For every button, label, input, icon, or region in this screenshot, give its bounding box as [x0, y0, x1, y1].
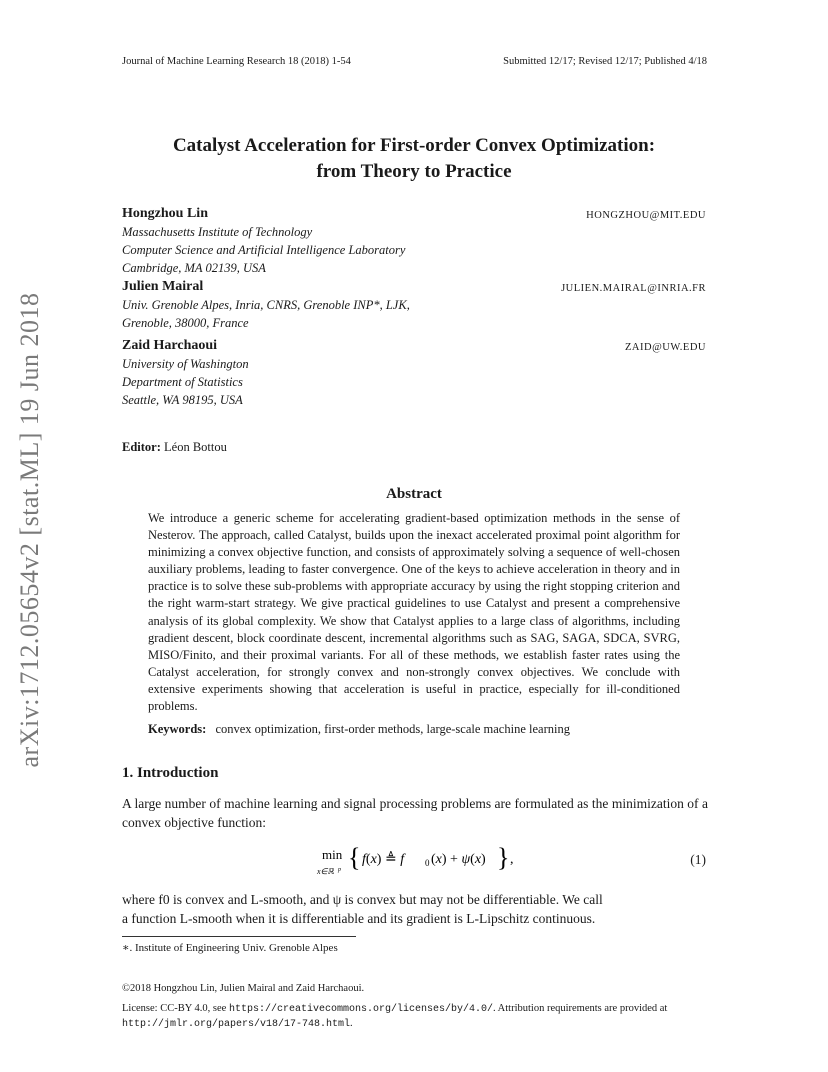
- after-equation-line-2: a function L-smooth when it is differentiable and its gradient is L-Lipschitz continuous.: [122, 911, 596, 926]
- abstract-heading: Abstract: [386, 486, 442, 502]
- affiliation-line: Cambridge, MA 02139, USA: [122, 261, 266, 275]
- svg-text:x∈ℝ: x∈ℝ: [317, 867, 334, 876]
- paper-link[interactable]: http://jmlr.org/papers/v18/17-748.html: [122, 1019, 351, 1030]
- arxiv-sidebar: [4, 285, 56, 775]
- author-email[interactable]: JULIEN.MAIRAL@INRIA.FR: [561, 283, 706, 294]
- svg-text:,: ,: [510, 852, 514, 867]
- affiliation-line: Seattle, WA 98195, USA: [122, 393, 243, 407]
- author-name: Julien Mairal: [122, 279, 204, 294]
- author-affiliation: [122, 223, 405, 277]
- affiliation-line: Univ. Grenoble Alpes, Inria, CNRS, Grenoble INP*, LJK,: [122, 298, 410, 312]
- svg-text:{: {: [348, 846, 361, 872]
- intro-paragraph: A large number of machine learning and signal processing problems are formulated as the minimization of a convex objective function:: [122, 796, 708, 830]
- keywords-text: convex optimization, first-order methods, large-scale machine learning: [215, 722, 570, 736]
- license-prefix: License: CC-BY 4.0, see: [122, 1003, 229, 1014]
- equation-number: (1): [690, 852, 706, 867]
- license-notice: [122, 1002, 712, 1032]
- author-email[interactable]: HONGZHOU@MIT.EDU: [586, 210, 706, 221]
- svg-text:min: min: [322, 847, 343, 862]
- journal-header: Journal of Machine Learning Research 18 (2018) 1-54: [122, 56, 351, 67]
- author-affiliation: [122, 296, 410, 332]
- editor-name: Léon Bottou: [164, 440, 227, 454]
- affiliation-line: Massachusetts Institute of Technology: [122, 225, 313, 239]
- title-line-2: from Theory to Practice: [316, 161, 512, 182]
- affiliation-line: Department of Statistics: [122, 375, 243, 389]
- after-equation-line-1: where f0 is convex and L-smooth, and ψ is convex but may not be differentiable. We call: [122, 892, 603, 907]
- footnote-rule: [122, 936, 356, 937]
- editor-label: Editor:: [122, 440, 161, 454]
- keywords-line: [148, 722, 570, 737]
- footnote: ∗. Institute of Engineering Univ. Grenoble Alpes: [122, 942, 338, 954]
- editor-line: [122, 440, 227, 455]
- author-block-3: [122, 338, 249, 409]
- svg-text:(x) + ψ(x): (x) + ψ(x): [431, 852, 486, 867]
- author-name: Hongzhou Lin: [122, 206, 208, 221]
- copyright-notice: ©2018 Hongzhou Lin, Julien Mairal and Zaid Harchaoui.: [122, 983, 365, 994]
- author-block-1: [122, 206, 405, 277]
- author-block-2: [122, 279, 410, 332]
- svg-text:0: 0: [425, 858, 430, 868]
- abstract-body: We introduce a generic scheme for accelerating gradient-based optimization methods in the sense of Nesterov. The approach, called Catalyst, builds upon the inexact accelerated proximal point algorithm for minimizing a convex objective function, and consists of approximately solving a sequence of well-chosen auxiliary problems, leading to faster convergence. One of the keys to achieve acceleration in theory and in practice is to solve these sub-problems with appropriate accuracy by using the right stopping criterion and the right warm-start strategy. We give practical guidelines to use Catalyst and present a comprehensive analysis of its global complexity. We show that Catalyst applies to a large class of algorithms, including gradient descent, block coordinate descent, incremental algorithms such as SAG, SAGA, SDCA, SVRG, MISO/Finito, and their proximal variants. For all of these methods, we establish faster rates using the Catalyst acceleration, for strongly convex and non-strongly convex objectives. We conclude with extensive experiments showing that acceleration is useful in practice, especially for ill-conditioned problems.: [148, 511, 680, 714]
- license-suffix: .: [350, 1018, 353, 1029]
- svg-text:p: p: [338, 867, 341, 873]
- license-middle: . Attribution requirements are provided at: [492, 1003, 668, 1014]
- svg-text:}: }: [497, 846, 510, 872]
- section-heading: 1. Introduction: [122, 765, 219, 781]
- affiliation-line: University of Washington: [122, 357, 249, 371]
- svg-text:f(x) ≜ f: f(x) ≜ f: [362, 852, 405, 867]
- affiliation-line: Computer Science and Artificial Intelligence Laboratory: [122, 243, 406, 257]
- paper-title: [0, 133, 828, 185]
- submission-dates: Submitted 12/17; Revised 12/17; Published 4/18: [503, 56, 707, 67]
- affiliation-line: Grenoble, 38000, France: [122, 316, 249, 330]
- author-affiliation: [122, 355, 249, 409]
- title-line-1: Catalyst Acceleration for First-order Convex Optimization:: [172, 135, 656, 156]
- arxiv-identifier: arXiv:1712.05654v2 [stat.ML] 19 Jun 2018: [15, 292, 44, 768]
- author-name: Zaid Harchaoui: [122, 338, 218, 353]
- keywords-label: Keywords:: [148, 722, 207, 736]
- author-email[interactable]: ZAID@UW.EDU: [625, 342, 706, 353]
- license-link[interactable]: https://creativecommons.org/licenses/by/4.0/: [228, 1004, 493, 1015]
